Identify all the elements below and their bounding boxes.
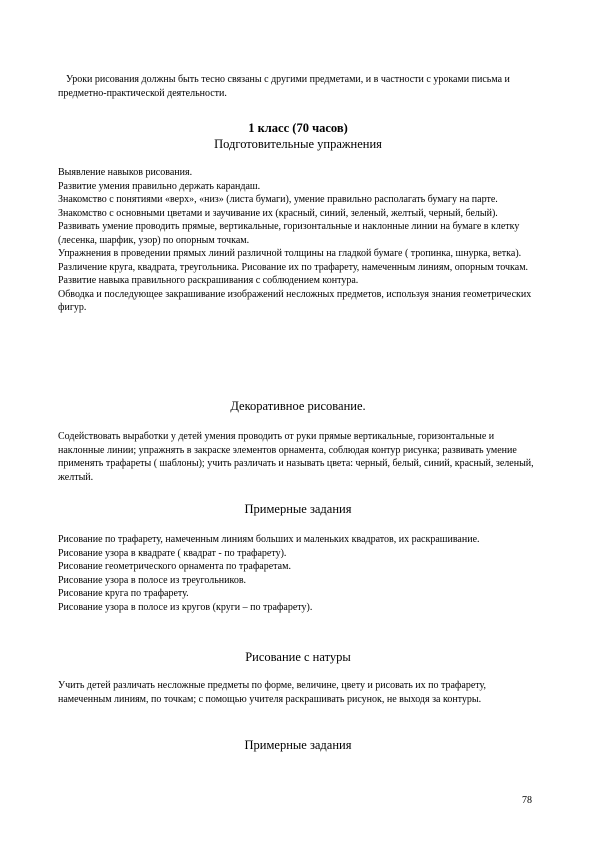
list-item: Рисование узора в полосе из треугольников. <box>58 574 247 586</box>
list-item: Знакомство с понятиями «верх», «низ» (листа бумаги), умение правильно располагать бумагу на парте. <box>58 194 498 205</box>
section-title-sample-tasks: Примерные задания <box>244 502 352 516</box>
decorative-paragraph: Содействовать выработки у детей умения проводить от руки прямые вертикальные, горизонтальные и наклонные линии; упражнять в закраске элементов орнамента, соблюдая контур рисунка; развивать умение применять трафареты ( шаблоны); учить различать и называть цвета: черный, белый, синий, красный, зеленый, желтый. <box>58 431 534 483</box>
section-title-preparatory: Подготовительные упражнения <box>214 137 382 151</box>
list-item: Развивать умение проводить прямые, вертикальные, горизонтальные и наклонные линии на бумаге в клетку (лесенка, шарфик, узор) по опорным точкам. <box>58 221 520 246</box>
list-item: Обводка и последующее закрашивание изображений несложных предметов, используя знания геометрических фигур. <box>58 288 532 313</box>
list-item: Различение круга, квадрата, треугольника. Рисование их по трафарету, намеченным линиям, опорным точкам. <box>58 261 529 273</box>
preparatory-exercises-list <box>58 166 538 315</box>
list-item: Рисование круга по трафарету. <box>58 588 189 599</box>
list-item: Развитие умения правильно держать карандаш. <box>58 180 261 192</box>
grade-heading: 1 класс (70 часов) <box>248 121 348 135</box>
from-nature-paragraph: Учить детей различать несложные предметы по форме, величине, цвету и рисовать их по трафарету, намеченным линиям, по точкам; с помощью учителя раскрашивать рисунок, не выходя за контуры. <box>58 680 487 705</box>
section-title-from-nature: Рисование с натуры <box>245 650 351 664</box>
section-title-sample-tasks-2: Примерные задания <box>244 738 352 752</box>
list-item: Развитие навыка правильного раскрашивания с соблюдением контура. <box>58 275 359 286</box>
list-item: Рисование узора в полосе из кругов (круги – по трафарету). <box>58 601 313 613</box>
list-item: Рисование геометрического орнамента по трафаретам. <box>58 561 291 572</box>
list-item: Упражнения в проведении прямых линий различной толщины на гладкой бумаге ( тропинка, шнурка, ветка). <box>58 248 522 259</box>
sample-tasks-list <box>58 533 538 614</box>
list-item: Выявление навыков рисования. <box>58 167 193 178</box>
section-title-decorative: Декоративное рисование. <box>230 399 366 413</box>
page-number: 78 <box>522 795 532 806</box>
list-item: Рисование узора в квадрате ( квадрат - по трафарету). <box>58 547 287 559</box>
intro-paragraph: Уроки рисования должны быть тесно связаны с другими предметами, и в частности с уроками письма и предметно-практической деятельности. <box>58 74 510 99</box>
list-item: Рисование по трафарету, намеченным линиям больших и маленьких квадратов, их раскрашивание. <box>58 534 480 545</box>
list-item: Знакомство с основными цветами и заучивание их (красный, синий, зеленый, желтый, черный, белый). <box>58 207 498 219</box>
